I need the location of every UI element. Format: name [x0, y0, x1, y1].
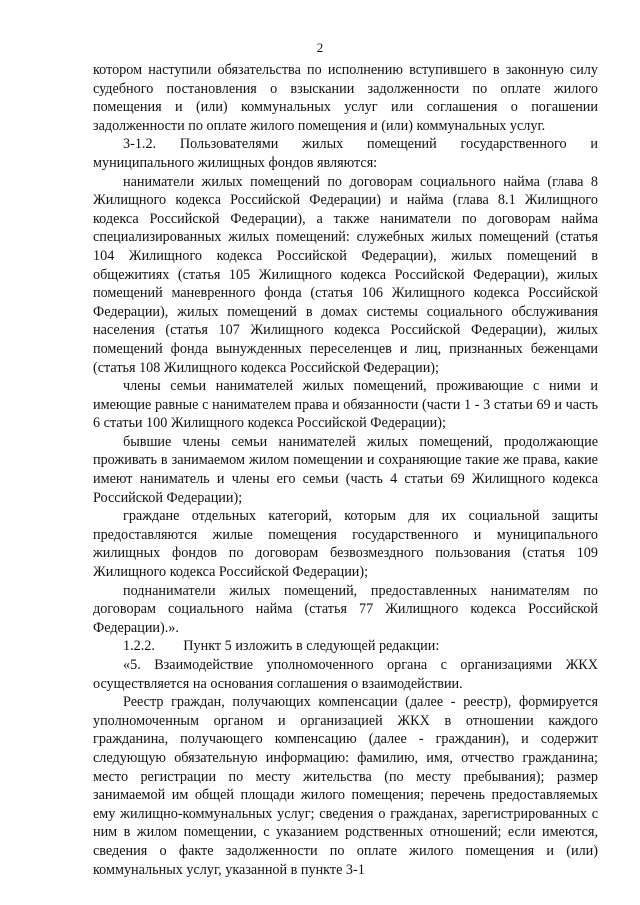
- paragraph-registry: Реестр граждан, получающих компенсации (далее - реестр), формируется уполномоченным органом и организацией ЖКХ в отношении каждого гражданина, получающего компенсацию (далее - гражданин), и содержит следующую обязательную информацию: фамилию, имя, отчество гражданина; место регистрации по месту жительства (по месту пребывания); размер занимаемой им общей площади жилого помещения; перечень предоставляемых ему жилищно-коммунальных услуг; сведения о гражданах, зарегистрированных с ним в жилом помещении, с указанием родственных отношений; если имеются, сведения о факте задолженности по оплате жилого помещения и (или) коммунальных услуг, указанной в пункте 3-1: [93, 694, 598, 878]
- paragraph-citizens-categories: граждане отдельных категорий, которым для их социальной защиты предоставляются жилые помещения государственного и муниципального жилищных фондов по договорам безвозмездного пользования (статья 109 Жилищного кодекса Российской Федерации);: [93, 508, 598, 581]
- document-body: [93, 61, 598, 879]
- paragraph-subtenants: поднаниматели жилых помещений, предоставленных нанимателям по договорам социального найма (статья 77 Жилищного кодекса Российской Федерации).».: [93, 582, 598, 636]
- paragraph-tenants-social-lease: наниматели жилых помещений по договорам социального найма (глава 8 Жилищного кодекса Российской Федерации) и найма (глава 8.1 Жилищного кодекса Российской Федерации), а также наниматели по договорам найма специализированных жилых помещений: служебных жилых помещений (статья 104 Жилищного кодекса Российской Федерации), жилых помещений в общежитиях (статья 105 Жилищного кодекса Российской Федерации), жилых помещений маневренного фонда (статья 106 Жилищного кодекса Российской Федерации), жилых помещений в домах системы социального обслуживания населения (статья 107 Жилищного кодекса Российской Федерации), жилых помещений фонда вынужденных переселенцев и лиц, признанных беженцами (статья 108 Жилищного кодекса Российской Федерации);: [93, 173, 598, 376]
- paragraph-point-5: «5. Взаимодействие уполномоченного органа с организациями ЖКХ осуществляется на основания соглашения о взаимодействии.: [93, 657, 598, 692]
- paragraph-continuation: котором наступили обязательства по исполнению вступившего в законную силу судебного постановления о взыскании задолженности по оплате жилого помещения и (или) коммунальных услуг или соглашения о погашении задолженности по оплате жилого помещения и (или) коммунальных услуг.: [93, 62, 598, 134]
- page-number: 2: [316, 40, 324, 55]
- paragraph-former-family-members: бывшие члены семьи нанимателей жилых помещений, продолжающие проживать в занимаемом жилом помещении и сохраняющие такие же права, какие имеют наниматель и члены его семьи (часть 4 статьи 69 Жилищного кодекса Российской Федерации);: [93, 433, 598, 506]
- paragraph-family-members: члены семьи нанимателей жилых помещений, проживающие с ними и имеющие равные с нанимателем права и обязанности (части 1 - 3 статьи 69 и часть 6 статьи 100 Жилищного кодекса Российской Федерации);: [93, 378, 598, 432]
- paragraph-3-1-2: 3-1.2. Пользователями жилых помещений государственного и муниципального жилищных фондов являются:: [93, 136, 598, 171]
- paragraph-1-2-2: 1.2.2. Пункт 5 изложить в следующей редакции:: [123, 638, 440, 655]
